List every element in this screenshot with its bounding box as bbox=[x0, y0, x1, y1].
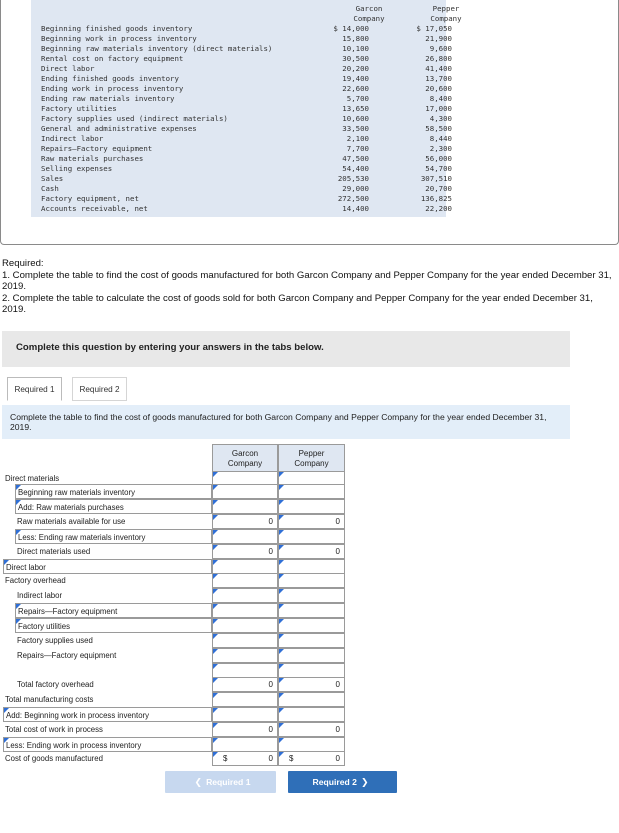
data-row-garcon-value: 30,500 bbox=[342, 54, 369, 63]
data-row-garcon-value: 29,000 bbox=[342, 184, 369, 193]
grid-col-header-garcon bbox=[212, 444, 278, 472]
grid-input-pepper[interactable] bbox=[278, 529, 345, 544]
data-row-garcon-value: 7,700 bbox=[346, 144, 369, 153]
grid-row bbox=[3, 722, 351, 737]
grid-row-label bbox=[15, 663, 212, 678]
grid-row bbox=[3, 707, 351, 722]
grid-input-pepper[interactable] bbox=[278, 603, 345, 618]
grid-input-pepper[interactable] bbox=[278, 663, 345, 678]
data-row-pepper-value: 136,825 bbox=[420, 194, 452, 203]
chevron-left-icon: ❮ bbox=[194, 776, 203, 787]
grid-input-pepper[interactable] bbox=[278, 559, 345, 574]
data-row-pepper-value: 20,600 bbox=[425, 84, 452, 93]
grid-input-value: 0 bbox=[335, 725, 340, 734]
grid-col-header-garcon-line1: Garcon bbox=[231, 449, 259, 458]
grid-col-header-pepper-line1: Pepper bbox=[298, 449, 325, 458]
data-row-pepper-value: 21,900 bbox=[425, 34, 452, 43]
grid-input-pepper[interactable] bbox=[278, 544, 345, 559]
data-row-garcon-value: 272,500 bbox=[337, 194, 369, 203]
grid-input-garcon[interactable] bbox=[212, 707, 278, 722]
task-header-text: Complete the table to find the cost of goods manufactured for both Garcon Company and Pepper Company for the year ended December 31, 2019. bbox=[10, 412, 547, 433]
grid-row-label[interactable]: Repairs—Factory equipment bbox=[15, 603, 212, 618]
data-row-label: Beginning work in process inventory bbox=[41, 34, 197, 43]
data-row-pepper-value: 26,800 bbox=[425, 54, 452, 63]
grid-row bbox=[3, 514, 351, 529]
data-row-garcon-value: 10,600 bbox=[342, 114, 369, 123]
grid-input-pepper[interactable] bbox=[278, 484, 345, 499]
answer-grid bbox=[3, 444, 351, 768]
data-row-pepper-value: 17,000 bbox=[425, 104, 452, 113]
grid-input-pepper[interactable] bbox=[278, 648, 345, 663]
data-row-label: Beginning finished goods inventory bbox=[41, 24, 193, 33]
data-row-label: Selling expenses bbox=[41, 164, 113, 173]
grid-input-garcon[interactable] bbox=[212, 544, 278, 559]
grid-row bbox=[3, 603, 351, 618]
grid-input-value: 0 bbox=[268, 754, 273, 763]
grid-row bbox=[3, 677, 351, 692]
data-col-header-garcon-line1: Garcon bbox=[355, 4, 383, 13]
data-row-label: Beginning raw materials inventory (direct materials) bbox=[41, 44, 273, 53]
grid-row bbox=[3, 618, 351, 633]
grid-row-label: Factory supplies used bbox=[17, 636, 93, 645]
grid-input-value: 0 bbox=[335, 547, 340, 556]
data-row-garcon-value: 22,600 bbox=[342, 84, 369, 93]
grid-input-pepper[interactable] bbox=[278, 677, 345, 692]
grid-input-garcon[interactable] bbox=[212, 751, 278, 766]
grid-input-pepper[interactable] bbox=[278, 633, 345, 648]
grid-col-header-garcon-line2: Company bbox=[227, 458, 263, 468]
data-row-pepper-value: 13,700 bbox=[425, 74, 452, 83]
grid-row bbox=[3, 751, 351, 766]
grid-col-header-pepper-line2: Company bbox=[294, 458, 329, 468]
data-row-label: Sales bbox=[41, 174, 64, 183]
currency-symbol: $ bbox=[223, 754, 228, 763]
grid-input-pepper[interactable] bbox=[278, 737, 345, 752]
grid-input-garcon[interactable] bbox=[212, 677, 278, 692]
grid-input-pepper[interactable] bbox=[278, 573, 345, 588]
data-row-garcon-value: 54,400 bbox=[342, 164, 369, 173]
next-button[interactable] bbox=[288, 771, 397, 793]
grid-row-label: Total cost of work in process bbox=[5, 725, 103, 734]
grid-row bbox=[3, 544, 351, 559]
grid-input-garcon[interactable] bbox=[212, 573, 278, 588]
grid-input-value: 0 bbox=[268, 517, 273, 526]
data-row-garcon-value: 10,100 bbox=[342, 44, 369, 53]
grid-row bbox=[3, 499, 351, 514]
data-row-garcon-value: 47,500 bbox=[342, 154, 369, 163]
grid-input-pepper[interactable] bbox=[278, 751, 345, 766]
grid-row bbox=[3, 663, 351, 678]
grid-input-garcon[interactable] bbox=[212, 529, 278, 544]
grid-input-garcon[interactable] bbox=[212, 603, 278, 618]
grid-input-garcon[interactable] bbox=[212, 722, 278, 737]
data-row-pepper-value: 56,000 bbox=[425, 154, 452, 163]
data-col-header-garcon-line2: Company bbox=[353, 14, 385, 23]
grid-input-garcon[interactable] bbox=[212, 663, 278, 678]
instruction-banner-text: Complete this question by entering your answers in the tabs below. bbox=[16, 342, 324, 353]
data-row-garcon-value: 33,500 bbox=[342, 124, 369, 133]
data-row-pepper-value: 20,700 bbox=[425, 184, 452, 193]
grid-input-pepper[interactable] bbox=[278, 588, 345, 603]
grid-row-label: Raw materials available for use bbox=[17, 517, 126, 526]
grid-row-label: Indirect labor bbox=[17, 591, 63, 600]
grid-row-label: Total factory overhead bbox=[17, 680, 94, 689]
grid-row-label[interactable]: Add: Raw materials purchases bbox=[15, 499, 212, 514]
data-row-label: Ending finished goods inventory bbox=[41, 74, 179, 83]
required-title: Required: bbox=[2, 258, 44, 269]
data-row-label: Rental cost on factory equipment bbox=[41, 54, 184, 63]
task-header bbox=[2, 405, 570, 439]
data-row-garcon-value: 13,650 bbox=[342, 104, 369, 113]
grid-input-pepper[interactable] bbox=[278, 707, 345, 722]
grid-row bbox=[3, 573, 351, 588]
data-row-pepper-value: 58,500 bbox=[425, 124, 452, 133]
data-row-pepper-value: 54,700 bbox=[425, 164, 452, 173]
chevron-right-icon: ❯ bbox=[360, 776, 369, 787]
grid-input-garcon[interactable] bbox=[212, 559, 278, 574]
prev-button[interactable] bbox=[165, 771, 276, 793]
data-row-label: Accounts receivable, net bbox=[41, 204, 148, 213]
grid-row bbox=[3, 529, 351, 544]
data-row-pepper-value: $ 17,050 bbox=[416, 24, 452, 33]
data-row-label: Ending work in process inventory bbox=[41, 84, 184, 93]
data-row-label: Repairs—Factory equipment bbox=[41, 144, 153, 153]
grid-row-label: Cost of goods manufactured bbox=[5, 754, 103, 763]
grid-input-value: 0 bbox=[335, 680, 340, 689]
grid-row-label[interactable]: Add: Beginning work in process inventory bbox=[3, 707, 212, 722]
required-item-2: 2. Complete the table to calculate the cost of goods sold for both Garcon Company and Pepper Company for the year ended December 31, 2019. bbox=[2, 292, 593, 315]
data-row-pepper-value: 2,300 bbox=[429, 144, 452, 153]
data-row-label: Ending raw materials inventory bbox=[41, 94, 175, 103]
data-row-garcon-value: 15,800 bbox=[342, 34, 369, 43]
data-row-pepper-value: 41,400 bbox=[425, 64, 452, 73]
grid-input-value: 0 bbox=[268, 547, 273, 556]
required-instructions bbox=[2, 258, 614, 316]
data-row-garcon-value: 19,400 bbox=[342, 74, 369, 83]
grid-row-label: Total manufacturing costs bbox=[5, 695, 94, 704]
required-item-1: 1. Complete the table to find the cost of goods manufactured for both Garcon Company and Pepper Company for the year ended December 31, 2019. bbox=[2, 269, 612, 292]
grid-row-label[interactable]: Beginning raw materials inventory bbox=[15, 484, 212, 499]
grid-row-label: Repairs—Factory equipment bbox=[17, 651, 117, 660]
data-row-garcon-value: 205,530 bbox=[337, 174, 369, 183]
data-row-pepper-value: 22,200 bbox=[425, 204, 452, 213]
data-row-garcon-value: 5,700 bbox=[346, 94, 369, 103]
tab-required-2[interactable]: Required 2 bbox=[72, 377, 127, 401]
grid-col-header-pepper bbox=[278, 444, 345, 472]
grid-input-pepper[interactable] bbox=[278, 722, 345, 737]
grid-input-value: 0 bbox=[335, 754, 340, 763]
grid-row bbox=[3, 484, 351, 499]
data-row-label: Factory supplies used (indirect materials) bbox=[41, 114, 228, 123]
currency-symbol: $ bbox=[289, 754, 294, 763]
data-row-pepper-value: 8,400 bbox=[429, 94, 452, 103]
data-row-garcon-value: 20,200 bbox=[342, 64, 369, 73]
grid-input-garcon[interactable] bbox=[212, 514, 278, 529]
data-col-header-pepper bbox=[416, 4, 476, 24]
grid-input-pepper[interactable] bbox=[278, 692, 345, 707]
grid-input-value: 0 bbox=[268, 680, 273, 689]
grid-row bbox=[3, 648, 351, 663]
grid-row bbox=[3, 692, 351, 707]
tab-required-1[interactable]: Required 1 bbox=[7, 377, 62, 401]
data-col-header-pepper-line1: Pepper bbox=[432, 4, 460, 13]
instruction-banner bbox=[2, 331, 570, 367]
grid-row-label[interactable]: Less: Ending work in process inventory bbox=[3, 737, 212, 752]
data-row-label: Cash bbox=[41, 184, 59, 193]
grid-input-garcon[interactable] bbox=[212, 737, 278, 752]
grid-input-pepper[interactable] bbox=[278, 499, 345, 514]
data-row-garcon-value: 2,100 bbox=[346, 134, 369, 143]
grid-input-garcon[interactable] bbox=[212, 692, 278, 707]
grid-row-label: Factory overhead bbox=[5, 576, 66, 585]
data-row-label: Raw materials purchases bbox=[41, 154, 144, 163]
data-row-garcon-value: $ 14,000 bbox=[333, 24, 369, 33]
data-row-garcon-value: 14,400 bbox=[342, 204, 369, 213]
grid-input-pepper[interactable] bbox=[278, 618, 345, 633]
data-row-label: General and administrative expenses bbox=[41, 124, 197, 133]
prev-button-label: Required 1 bbox=[206, 777, 251, 787]
grid-input-garcon[interactable] bbox=[212, 633, 278, 648]
grid-row-label[interactable]: Less: Ending raw materials inventory bbox=[15, 529, 212, 544]
grid-row-label[interactable]: Factory utilities bbox=[15, 618, 212, 633]
grid-row-label: Direct materials bbox=[5, 474, 60, 483]
grid-input-garcon[interactable] bbox=[212, 484, 278, 499]
grid-row-label[interactable]: Direct labor bbox=[3, 559, 212, 574]
data-col-header-garcon bbox=[339, 4, 399, 24]
grid-input-garcon[interactable] bbox=[212, 588, 278, 603]
data-row-pepper-value: 8,440 bbox=[429, 134, 452, 143]
grid-row bbox=[3, 633, 351, 648]
data-panel bbox=[0, 0, 619, 245]
grid-input-pepper[interactable] bbox=[278, 514, 345, 529]
data-row-label: Factory utilities bbox=[41, 104, 117, 113]
grid-row bbox=[3, 588, 351, 603]
data-col-header-pepper-line2: Company bbox=[430, 14, 462, 23]
grid-row bbox=[3, 559, 351, 574]
next-button-label: Required 2 bbox=[312, 777, 357, 787]
grid-input-value: 0 bbox=[268, 725, 273, 734]
grid-input-garcon[interactable] bbox=[212, 618, 278, 633]
data-row-pepper-value: 9,600 bbox=[429, 44, 452, 53]
grid-input-garcon[interactable] bbox=[212, 499, 278, 514]
grid-input-value: 0 bbox=[335, 517, 340, 526]
data-row-label: Direct labor bbox=[41, 64, 95, 73]
data-row-pepper-value: 4,300 bbox=[429, 114, 452, 123]
data-row-label: Factory equipment, net bbox=[41, 194, 139, 203]
data-row-label: Indirect labor bbox=[41, 134, 104, 143]
grid-input-garcon[interactable] bbox=[212, 648, 278, 663]
grid-row bbox=[3, 737, 351, 752]
data-row-pepper-value: 307,510 bbox=[420, 174, 452, 183]
grid-row-label: Direct materials used bbox=[17, 547, 91, 556]
